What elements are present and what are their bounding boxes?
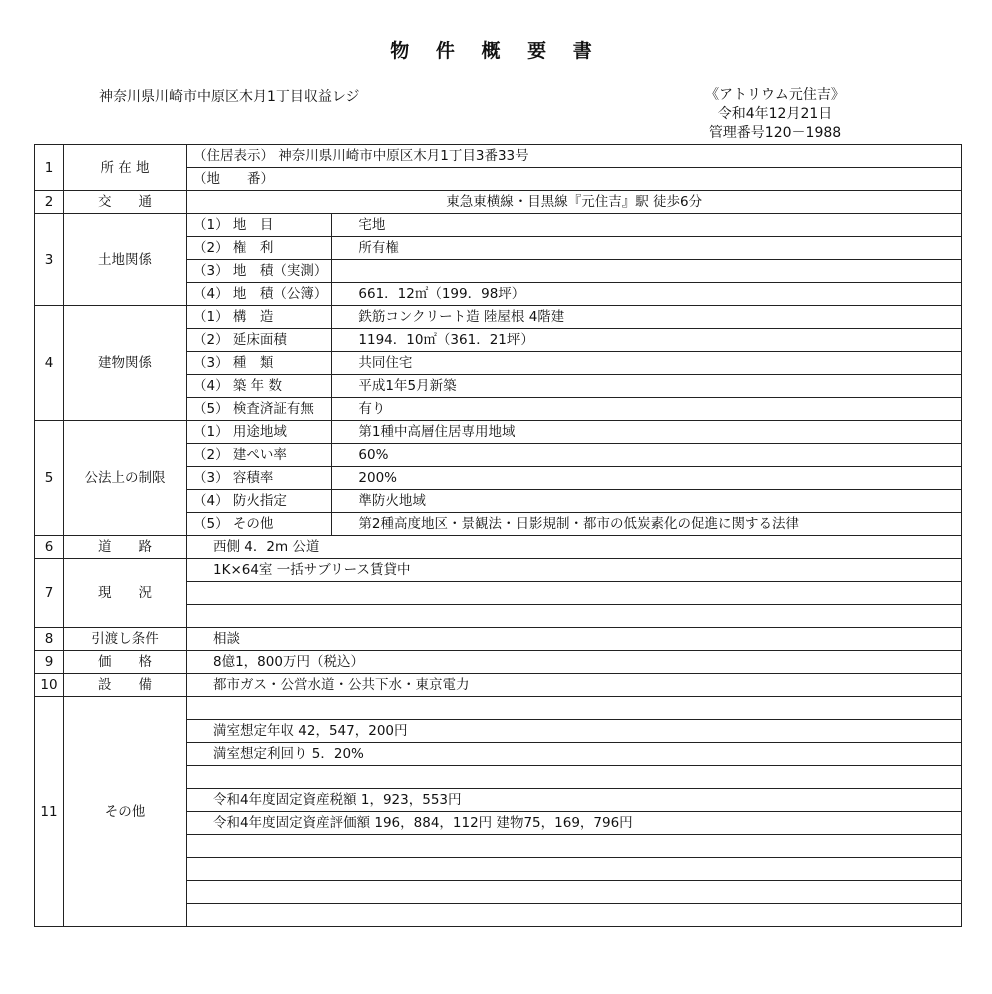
item-value: 661．12㎡（199．98坪）: [332, 283, 962, 306]
other-line: 令和4年度固定資産評価額 196，884，112円 建物75，169，796円: [187, 812, 962, 835]
item-label: （5） その他: [187, 513, 332, 536]
table-row: [35, 191, 962, 214]
other-line: 令和4年度固定資産税額 1，923，553円: [187, 789, 962, 812]
other-line: 満室想定年収 42，547，200円: [187, 720, 962, 743]
item-value: 宅地: [332, 214, 962, 237]
other-line: [187, 881, 962, 904]
property-summary-table: [34, 144, 962, 927]
item-value: 準防火地域: [332, 490, 962, 513]
handover-value: 相談: [187, 628, 962, 651]
row-category: 価 格: [64, 651, 187, 674]
other-line: [187, 858, 962, 881]
other-line: 満室想定利回り 5．20%: [187, 743, 962, 766]
row-number: 7: [35, 559, 64, 628]
item-label: （3） 容積率: [187, 467, 332, 490]
issue-date: 令和4年12月21日: [717, 106, 833, 122]
status-line: [187, 582, 962, 605]
other-line: [187, 835, 962, 858]
row-category: 交 通: [64, 191, 187, 214]
row-number: 4: [35, 306, 64, 421]
item-label: （3） 種 類: [187, 352, 332, 375]
item-label: （1） 用途地域: [187, 421, 332, 444]
item-label: （2） 延床面積: [187, 329, 332, 352]
item-value: 60%: [332, 444, 962, 467]
item-label: （2） 建ぺい率: [187, 444, 332, 467]
table-row: [35, 559, 962, 582]
row-category: 公法上の制限: [64, 421, 187, 536]
access-value: 東急東横線・目黒線『元住吉』駅 徒歩6分: [187, 191, 962, 214]
row-category: その他: [64, 697, 187, 927]
item-value: 第1種中高層住居専用地域: [332, 421, 962, 444]
item-label: （4） 防火指定: [187, 490, 332, 513]
row-number: 10: [35, 674, 64, 697]
table-row: [35, 421, 962, 444]
road-value: 西側 4．2m 公道: [187, 536, 962, 559]
row-number: 5: [35, 421, 64, 536]
item-value: 1194．10㎡（361．21坪）: [332, 329, 962, 352]
other-line: [187, 697, 962, 720]
building-name: 《アトリウム元住吉》: [705, 87, 845, 103]
row-category: 現 況: [64, 559, 187, 628]
other-line: [187, 904, 962, 927]
item-value: 平成1年5月新築: [332, 375, 962, 398]
row-number: 6: [35, 536, 64, 559]
row-number: 3: [35, 214, 64, 306]
item-value: 200%: [332, 467, 962, 490]
row-number: 8: [35, 628, 64, 651]
row-category: 所 在 地: [64, 145, 187, 191]
item-value: 第2種高度地区・景観法・日影規制・都市の低炭素化の促進に関する法律: [332, 513, 962, 536]
row-category: 土地関係: [64, 214, 187, 306]
item-value: 有り: [332, 398, 962, 421]
item-label: （4） 築 年 数: [187, 375, 332, 398]
item-value: 共同住宅: [332, 352, 962, 375]
item-value: 鉄筋コンクリート造 陸屋根 4階建: [332, 306, 962, 329]
row-category: 引渡し条件: [64, 628, 187, 651]
item-label: （4） 地 積（公簿）: [187, 283, 332, 306]
price-value: 8億1，800万円（税込）: [187, 651, 962, 674]
table-row: [35, 214, 962, 237]
item-label: （5） 検査済証有無: [187, 398, 332, 421]
item-label: （1） 地 目: [187, 214, 332, 237]
table-row: [35, 674, 962, 697]
table-row: [35, 145, 962, 168]
table-row: [35, 628, 962, 651]
status-line: [187, 605, 962, 628]
item-label: （2） 権 利: [187, 237, 332, 260]
row-number: 2: [35, 191, 64, 214]
row-category: 建物関係: [64, 306, 187, 421]
control-number: 管理番号120－1988: [708, 125, 842, 141]
facilities-value: 都市ガス・公営水道・公共下水・東京電力: [187, 674, 962, 697]
item-label: （1） 構 造: [187, 306, 332, 329]
item-value: 所有権: [332, 237, 962, 260]
property-name: 神奈川県川崎市中原区木月1丁目収益レジ: [99, 89, 360, 105]
table-row: [35, 306, 962, 329]
row-category: 道 路: [64, 536, 187, 559]
row-category: 設 備: [64, 674, 187, 697]
document-title: 物 件 概 要 書: [390, 40, 602, 62]
row-number: 11: [35, 697, 64, 927]
document-meta: [680, 86, 870, 143]
other-line: [187, 766, 962, 789]
table-row: [35, 651, 962, 674]
table-row: [35, 697, 962, 720]
address-display: （住居表示） 神奈川県川崎市中原区木月1丁目3番33号: [187, 145, 962, 168]
row-number: 1: [35, 145, 64, 191]
table-row: [35, 536, 962, 559]
lot-number: （地 番）: [187, 168, 962, 191]
row-number: 9: [35, 651, 64, 674]
status-line: 1K×64室 一括サブリース賃貸中: [187, 559, 962, 582]
item-value: [332, 260, 962, 283]
item-label: （3） 地 積（実測）: [187, 260, 332, 283]
